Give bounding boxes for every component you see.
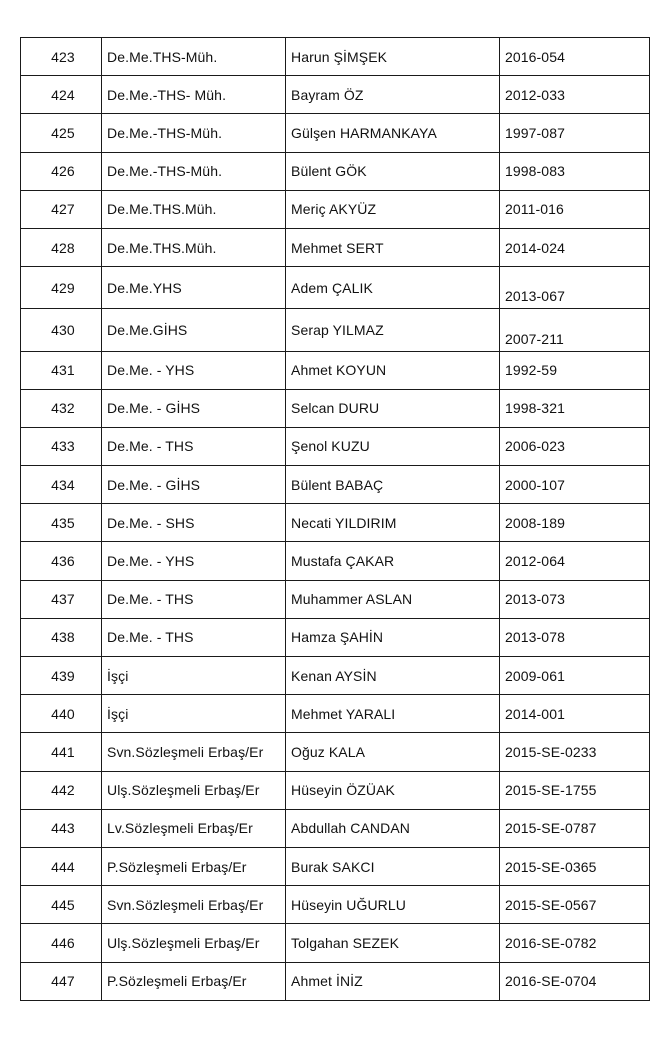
row-number-cell: 426 (21, 152, 102, 190)
name-cell: Harun ŞİMŞEK (286, 38, 500, 76)
table-row (21, 504, 650, 542)
table-row (21, 228, 650, 266)
table-row (21, 152, 650, 190)
registry-cell: 1998-083 (500, 152, 650, 190)
registry-cell: 2007-211 (500, 309, 650, 351)
unit-cell: De.Me. - GİHS (102, 466, 286, 504)
row-number-cell: 446 (21, 924, 102, 962)
unit-cell: De.Me. - SHS (102, 504, 286, 542)
unit-cell: İşçi (102, 657, 286, 695)
name-cell: Muhammer ASLAN (286, 580, 500, 618)
name-cell: Şenol KUZU (286, 427, 500, 465)
table-row (21, 618, 650, 656)
table-row (21, 389, 650, 427)
row-number-cell: 432 (21, 389, 102, 427)
unit-cell: Svn.Sözleşmeli Erbaş/Er (102, 886, 286, 924)
registry-cell: 2014-001 (500, 695, 650, 733)
unit-cell: De.Me.THS.Müh. (102, 228, 286, 266)
name-cell: Burak SAKCI (286, 847, 500, 885)
registry-cell: 2000-107 (500, 466, 650, 504)
name-cell: Mustafa ÇAKAR (286, 542, 500, 580)
unit-cell: İşçi (102, 695, 286, 733)
name-cell: Selcan DURU (286, 389, 500, 427)
unit-cell: De.Me. - THS (102, 580, 286, 618)
unit-cell: De.Me. - THS (102, 618, 286, 656)
registry-cell: 2009-061 (500, 657, 650, 695)
table-row (21, 886, 650, 924)
registry-cell: 2016-054 (500, 38, 650, 76)
registry-cell: 2016-SE-0782 (500, 924, 650, 962)
unit-cell: P.Sözleşmeli Erbaş/Er (102, 962, 286, 1000)
name-cell: Mehmet YARALI (286, 695, 500, 733)
name-cell: Hüseyin UĞURLU (286, 886, 500, 924)
table-row (21, 771, 650, 809)
table-row (21, 427, 650, 465)
row-number-cell: 441 (21, 733, 102, 771)
unit-cell: De.Me. - GİHS (102, 389, 286, 427)
row-number-cell: 424 (21, 76, 102, 114)
registry-cell: 2015-SE-0233 (500, 733, 650, 771)
table-body (21, 38, 650, 1001)
row-number-cell: 440 (21, 695, 102, 733)
name-cell: Bülent BABAÇ (286, 466, 500, 504)
unit-cell: Svn.Sözleşmeli Erbaş/Er (102, 733, 286, 771)
row-number-cell: 437 (21, 580, 102, 618)
registry-cell: 2012-064 (500, 542, 650, 580)
row-number-cell: 436 (21, 542, 102, 580)
row-number-cell: 430 (21, 309, 102, 351)
registry-cell: 2013-067 (500, 267, 650, 309)
row-number-cell: 428 (21, 228, 102, 266)
unit-cell: De.Me.GİHS (102, 309, 286, 351)
row-number-cell: 433 (21, 427, 102, 465)
row-number-cell: 425 (21, 114, 102, 152)
unit-cell: De.Me.THS-Müh. (102, 38, 286, 76)
registry-cell: 2014-024 (500, 228, 650, 266)
row-number-cell: 443 (21, 809, 102, 847)
table-row (21, 76, 650, 114)
name-cell: Serap YILMAZ (286, 309, 500, 351)
row-number-cell: 439 (21, 657, 102, 695)
table-row (21, 695, 650, 733)
name-cell: Mehmet SERT (286, 228, 500, 266)
unit-cell: De.Me.-THS- Müh. (102, 76, 286, 114)
table-row (21, 809, 650, 847)
name-cell: Bayram ÖZ (286, 76, 500, 114)
row-number-cell: 444 (21, 847, 102, 885)
unit-cell: De.Me.YHS (102, 267, 286, 309)
name-cell: Ahmet İNİZ (286, 962, 500, 1000)
row-number-cell: 447 (21, 962, 102, 1000)
unit-cell: Ulş.Sözleşmeli Erbaş/Er (102, 924, 286, 962)
table-row (21, 309, 650, 351)
table-row (21, 190, 650, 228)
name-cell: Hüseyin ÖZÜAK (286, 771, 500, 809)
name-cell: Bülent GÖK (286, 152, 500, 190)
unit-cell: Lv.Sözleşmeli Erbaş/Er (102, 809, 286, 847)
unit-cell: De.Me.-THS-Müh. (102, 152, 286, 190)
row-number-cell: 438 (21, 618, 102, 656)
name-cell: Oğuz KALA (286, 733, 500, 771)
row-number-cell: 445 (21, 886, 102, 924)
row-number-cell: 427 (21, 190, 102, 228)
registry-cell: 2013-078 (500, 618, 650, 656)
name-cell: Ahmet KOYUN (286, 351, 500, 389)
name-cell: Necati YILDIRIM (286, 504, 500, 542)
row-number-cell: 423 (21, 38, 102, 76)
registry-cell: 2015-SE-0365 (500, 847, 650, 885)
registry-cell: 2013-073 (500, 580, 650, 618)
row-number-cell: 442 (21, 771, 102, 809)
registry-cell: 1992-59 (500, 351, 650, 389)
table-row (21, 924, 650, 962)
name-cell: Abdullah CANDAN (286, 809, 500, 847)
table-row (21, 38, 650, 76)
name-cell: Gülşen HARMANKAYA (286, 114, 500, 152)
registry-cell: 2012-033 (500, 76, 650, 114)
unit-cell: De.Me.-THS-Müh. (102, 114, 286, 152)
registry-cell: 2016-SE-0704 (500, 962, 650, 1000)
table-row (21, 580, 650, 618)
row-number-cell: 429 (21, 267, 102, 309)
registry-cell: 1998-321 (500, 389, 650, 427)
name-cell: Meriç AKYÜZ (286, 190, 500, 228)
table-row (21, 542, 650, 580)
registry-cell: 2006-023 (500, 427, 650, 465)
unit-cell: De.Me. - YHS (102, 542, 286, 580)
personnel-table (20, 37, 650, 1001)
table-row (21, 267, 650, 309)
table-row (21, 962, 650, 1000)
row-number-cell: 431 (21, 351, 102, 389)
registry-cell: 2015-SE-0787 (500, 809, 650, 847)
unit-cell: P.Sözleşmeli Erbaş/Er (102, 847, 286, 885)
table-row (21, 466, 650, 504)
registry-cell: 2008-189 (500, 504, 650, 542)
row-number-cell: 435 (21, 504, 102, 542)
unit-cell: Ulş.Sözleşmeli Erbaş/Er (102, 771, 286, 809)
unit-cell: De.Me. - YHS (102, 351, 286, 389)
name-cell: Hamza ŞAHİN (286, 618, 500, 656)
registry-cell: 2011-016 (500, 190, 650, 228)
unit-cell: De.Me. - THS (102, 427, 286, 465)
registry-cell: 1997-087 (500, 114, 650, 152)
table-row (21, 351, 650, 389)
table-row (21, 657, 650, 695)
row-number-cell: 434 (21, 466, 102, 504)
name-cell: Tolgahan SEZEK (286, 924, 500, 962)
table-row (21, 847, 650, 885)
registry-cell: 2015-SE-0567 (500, 886, 650, 924)
name-cell: Kenan AYSİN (286, 657, 500, 695)
unit-cell: De.Me.THS.Müh. (102, 190, 286, 228)
registry-cell: 2015-SE-1755 (500, 771, 650, 809)
table-row (21, 733, 650, 771)
table-row (21, 114, 650, 152)
name-cell: Adem ÇALIK (286, 267, 500, 309)
